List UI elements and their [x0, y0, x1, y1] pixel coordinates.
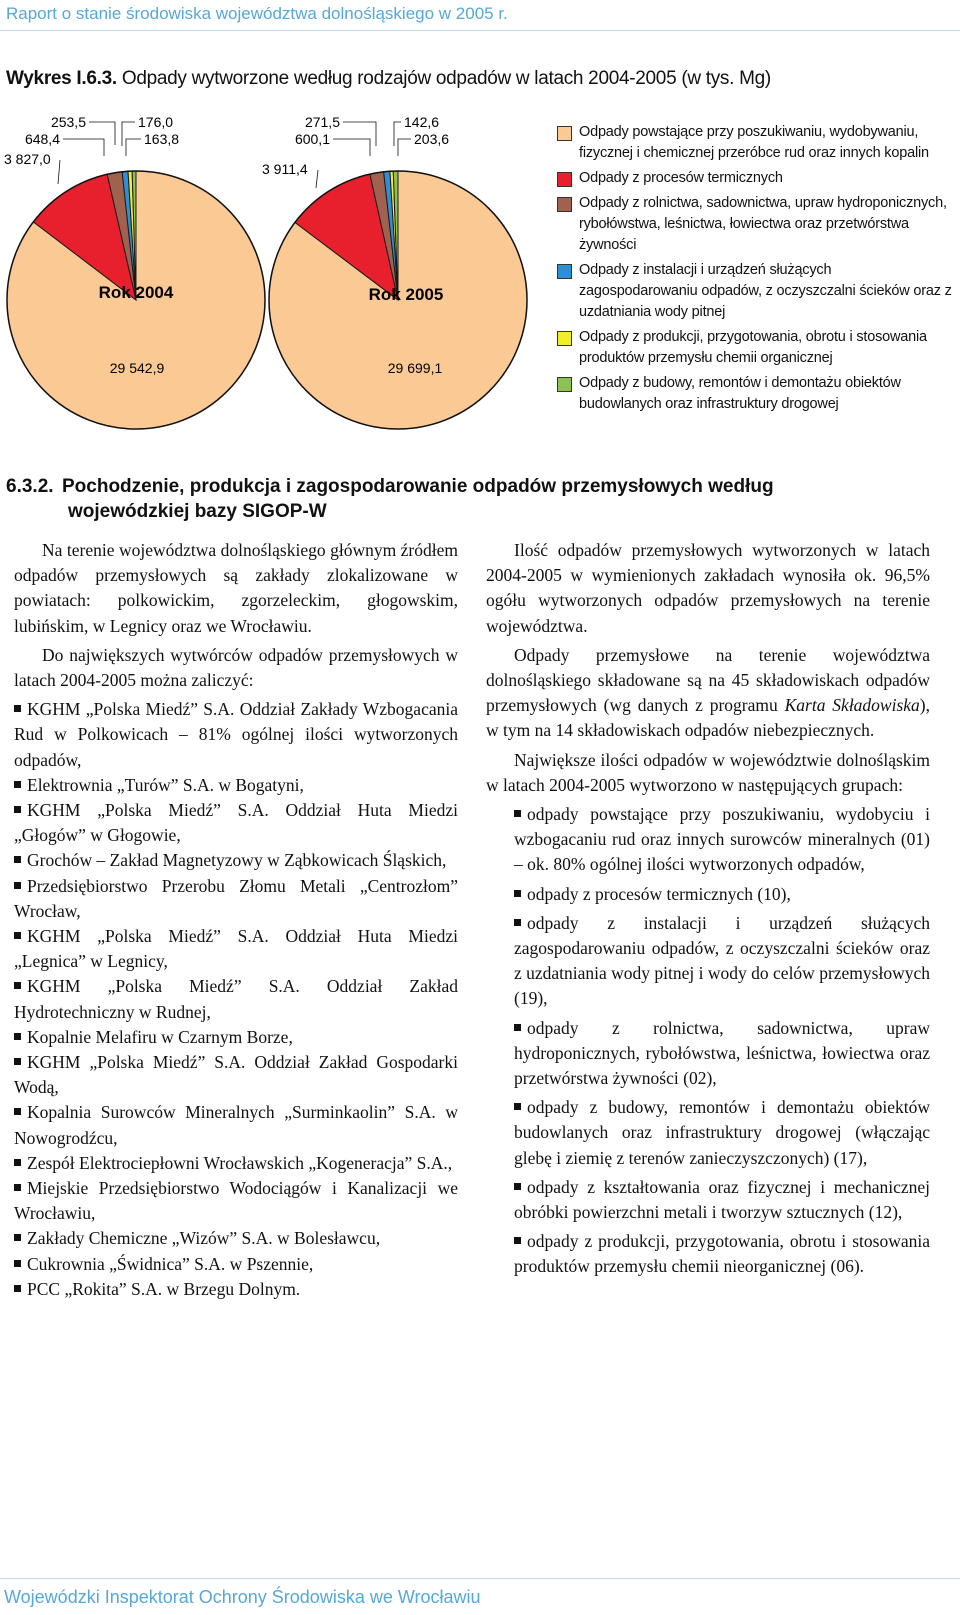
paragraph: Na terenie województwa dolnośląskiego głównym źródłem odpadów przemysłowych są zakłady zlokalizowane w powiatach: polkowickim, zgorzeleckim, głogowskim, lubińskim, w Legnicy oraz we Wrocławiu. [14, 540, 458, 636]
data-label: 253,5 [50, 114, 86, 130]
data-label: 271,5 [304, 114, 340, 130]
bullet-icon [514, 810, 521, 817]
right-column [486, 538, 930, 1284]
list-item-text: Kopalnie Melafiru w Czarnym Borze, [27, 1026, 293, 1047]
bullet-icon [14, 1159, 21, 1166]
paragraph-text: ), w tym na 14 składowiskach odpadów niebezpiecznych. [486, 695, 930, 741]
legend-label: Odpady z procesów termicznych [579, 170, 783, 186]
leader-line [343, 122, 376, 146]
legend-item [557, 327, 952, 369]
legend-label: Odpady powstające przy poszukiwaniu, wydobywaniu, fizycznej i chemicznej przeróbce rud oraz innych kopalin [579, 124, 929, 161]
list-item [486, 911, 930, 1012]
leader-line [394, 122, 401, 146]
bullet-icon [14, 806, 21, 813]
list-item [14, 1100, 458, 1150]
list-item [486, 1016, 930, 1092]
list-item [486, 802, 930, 878]
bullet-icon [14, 1108, 21, 1115]
legend-swatch [557, 197, 572, 212]
list-item [14, 1176, 458, 1226]
list-item [14, 874, 458, 924]
bullet-icon [14, 932, 21, 939]
left-column [14, 538, 458, 1302]
leader-line [316, 170, 318, 188]
data-label: 163,8 [144, 131, 180, 147]
list-item [14, 1151, 458, 1176]
list-item [486, 1175, 930, 1225]
list-item-text: KGHM „Polska Miedź” S.A. Oddział Huta Miedzi „Głogów” w Głogowie, [14, 800, 458, 846]
list-item-text: Grochów – Zakład Magnetyzowy w Ząbkowicach Śląskich, [27, 850, 447, 871]
running-header: Raport o stanie środowiska województwa dolnośląskiego w 2005 r. [6, 4, 508, 23]
leader-line [122, 122, 135, 146]
chart-title [6, 68, 771, 90]
bullet-icon [14, 705, 21, 712]
list-item [14, 773, 458, 798]
section-number: 6.3.2. [6, 476, 54, 497]
section-heading [6, 474, 906, 524]
bullet-icon [14, 1260, 21, 1267]
list-item-text: Przedsiębiorstwo Przerobu Złomu Metali „Centrozłom” Wrocław, [14, 875, 458, 921]
program-name: Karta Składowiska [784, 695, 920, 716]
list-item-text: odpady z kształtowania oraz fizycznej i mechanicznej obróbki powierzchni metali i tworzyw sztucznych (12), [514, 1176, 930, 1223]
chart-legend [557, 122, 952, 419]
list-item-text: Elektrownia „Turów” S.A. w Bogatyni, [27, 774, 304, 795]
data-label: 176,0 [138, 114, 174, 130]
leader-line [398, 139, 411, 156]
list-item [14, 1277, 458, 1302]
leader-line [58, 160, 60, 184]
list-item [486, 1229, 930, 1279]
bullet-icon [514, 1183, 521, 1190]
data-label: 3 827,0 [4, 151, 51, 167]
list-item-text: odpady z budowy, remontów i demontażu obiektów budowlanych oraz infrastruktury drogowej (włączając glebę i ziemię z terenów zanieczyszczonych) (17), [514, 1097, 930, 1168]
list-item-text: PCC „Rokita” S.A. w Brzegu Dolnym. [27, 1278, 301, 1299]
data-label: 29 542,9 [109, 360, 165, 376]
list-item [14, 1252, 458, 1277]
legend-swatch [557, 264, 572, 279]
leader-line [63, 139, 104, 156]
bullet-icon [14, 882, 21, 889]
list-item [14, 1025, 458, 1050]
bullet-icon [14, 1234, 21, 1241]
legend-item [557, 260, 952, 323]
list-item-text: KGHM „Polska Miedź” S.A. Oddział Zakład Gospodarki Wodą, [14, 1052, 458, 1098]
legend-label: Odpady z produkcji, przygotowania, obrotu i stosowania produktów przemysłu chemii organicznej [579, 329, 927, 366]
legend-item [557, 373, 952, 415]
list-item-text: Zespół Elektrociepłowni Wrocławskich „Kogeneracja” S.A., [27, 1152, 453, 1173]
legend-label: Odpady z budowy, remontów i demontażu obiektów budowlanych oraz infrastruktury drogowej [579, 375, 901, 412]
list-item-text: Cukrownia „Świdnica” S.A. w Pszennie, [27, 1253, 314, 1274]
pie-title: Rok 2005 [368, 285, 444, 304]
list-item [14, 798, 458, 848]
bullet-icon [14, 982, 21, 989]
data-label: 142,6 [404, 114, 440, 130]
list-item-text: odpady z instalacji i urządzeń służących zagospodarowaniu odpadów, z oczyszczalni ścieków oraz z uzdatniania wody pitnej i wody do celów przemysłowych (19), [514, 912, 931, 1009]
paragraph-text: Odpady przemysłowe na terenie województwa dolnośląskiego składowane są na 45 składowiskach odpadów przemysłowych (wg danych z programu [486, 644, 930, 716]
list-item [14, 848, 458, 873]
bullet-icon [514, 919, 521, 926]
section-title-line2: wojewódzkiej bazy SIGOP-W [68, 501, 327, 522]
leader-line [126, 139, 141, 156]
data-label: 600,1 [294, 131, 330, 147]
paragraph: Do największych wytwórców odpadów przemysłowych w latach 2004-2005 można zaliczyć: [14, 644, 458, 691]
list-item-text: Miejskie Przedsiębiorstwo Wodociągów i Kanalizacji we Wrocławiu, [14, 1178, 458, 1224]
legend-label: Odpady z rolnictwa, sadownictwa, upraw hydroponicznych, rybołówstwa, leśnictwa, łowiectwa oraz przetwórstwa żywności [579, 195, 947, 253]
pie-title: Rok 2004 [98, 283, 174, 302]
list-item [14, 974, 458, 1024]
bullet-icon [14, 1285, 21, 1292]
bullet-icon [514, 1237, 521, 1244]
list-item [14, 924, 458, 974]
list-item-text: odpady z rolnictwa, sadownictwa, upraw hydroponicznych, rybołówstwa, leśnictwa, łowiectwa oraz przetwórstwa żywności (02), [514, 1017, 930, 1089]
list-item [486, 1095, 930, 1171]
bullet-icon [14, 1033, 21, 1040]
list-item-text: odpady z produkcji, przygotowania, obrotu i stosowania produktów przemysłu chemii nieorganicznej (06). [514, 1231, 930, 1277]
legend-swatch [557, 126, 572, 141]
legend-item [557, 168, 952, 189]
chart-title-text: Odpady wytworzone według rodzajów odpadów w latach 2004-2005 (w tys. Mg) [121, 68, 771, 89]
data-label: 29 699,1 [387, 360, 443, 376]
list-item-text: odpady powstające przy poszukiwaniu, wydobyciu i wzbogacaniu rud oraz innych surowców mineralnych (01) – ok. 80% ogólnej ilości wytworzonych odpadów, [514, 804, 930, 875]
leader-line [333, 139, 370, 156]
list-item [14, 697, 458, 773]
legend-item [557, 193, 952, 256]
paragraph [486, 643, 930, 744]
bullet-icon [514, 1024, 521, 1031]
footer-rule [0, 1578, 960, 1579]
bullet-icon [514, 1103, 521, 1110]
header-rule [0, 30, 960, 31]
bullet-icon [14, 1184, 21, 1191]
legend-swatch [557, 331, 572, 346]
data-label: 648,4 [24, 131, 60, 147]
list-item-text: odpady z procesów termicznych (10), [527, 883, 791, 904]
legend-swatch [557, 377, 572, 392]
waste-groups-list [486, 802, 930, 1280]
list-item-text: KGHM „Polska Miedź” S.A. Oddział Zakłady Wzbogacania Rud w Polkowicach – 81% ogólnej ilości wytworzonych odpadów, [14, 699, 458, 770]
legend-item [557, 122, 952, 164]
bullet-icon [14, 856, 21, 863]
paragraph: Ilość odpadów przemysłowych wytworzonych w latach 2004-2005 w wymienionych zakładach wynosiła ok. 96,5% ogółu wytworzonych odpadów przemysłowych na terenie województwa. [486, 540, 930, 636]
list-item-text: KGHM „Polska Miedź” S.A. Oddział Zakład Hydrotechniczny w Rudnej, [14, 976, 458, 1022]
list-item [14, 1050, 458, 1100]
data-label: 203,6 [414, 131, 450, 147]
legend-label: Odpady z instalacji i urządzeń służących zagospodarowaniu odpadów, z oczyszczalni ścieków oraz z uzdatniania wody pitnej [579, 262, 952, 320]
chart-title-prefix: Wykres I.6.3. [6, 68, 117, 89]
legend-swatch [557, 172, 572, 187]
list-item-text: Kopalnia Surowców Mineralnych „Surminkaolin” S.A. w Nowogrodźcu, [14, 1102, 458, 1148]
list-item [14, 1226, 458, 1251]
list-item-text: Zakłady Chemiczne „Wizów” S.A. w Bolesławcu, [27, 1228, 381, 1249]
list-item-text: KGHM „Polska Miedź” S.A. Oddział Huta Miedzi „Legnica” w Legnicy, [14, 926, 458, 972]
leader-line [89, 122, 115, 145]
data-label: 3 911,4 [262, 161, 308, 177]
bullet-icon [14, 1058, 21, 1065]
paragraph: Największe ilości odpadów w województwie dolnośląskim w latach 2004-2005 wytworzono w następujących grupach: [486, 749, 930, 795]
list-item [486, 882, 930, 907]
running-footer: Wojewódzki Inspektorat Ochrony Środowiska we Wrocławiu [4, 1587, 481, 1607]
bullet-icon [14, 781, 21, 788]
section-title-line1: Pochodzenie, produkcja i zagospodarowanie odpadów przemysłowych według [62, 476, 774, 497]
bullet-icon [514, 890, 521, 897]
producers-list [14, 697, 458, 1302]
pie-charts [0, 100, 540, 430]
